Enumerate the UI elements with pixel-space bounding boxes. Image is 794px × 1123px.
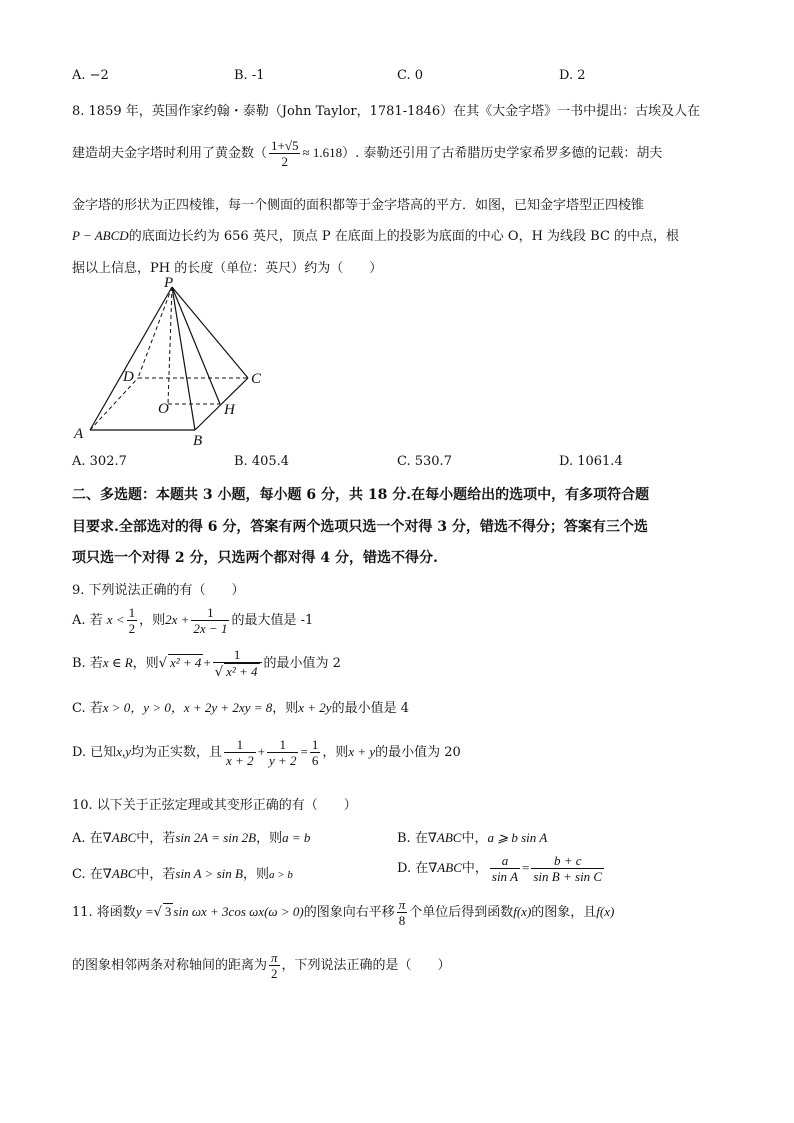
q11-line-1	[72, 897, 614, 928]
q11-dist-frac	[269, 950, 280, 981]
q9-option-d	[72, 737, 461, 768]
q9d-eq: =	[300, 744, 308, 759]
section2-line-1: 二、多选题：本题共 3 小题，每小题 6 分，共 18 分.在每小题给出的选项中，有多项符合题	[72, 487, 650, 503]
label-C: C	[251, 371, 262, 387]
q9a-cond-frac	[127, 605, 138, 636]
q9d-f1-num: 1	[224, 737, 256, 753]
q9a-frac	[191, 605, 229, 636]
q9b-plus: +	[203, 655, 211, 670]
q10c-pre: C. 在	[72, 867, 103, 882]
q10a-res: a = b	[282, 830, 311, 845]
q10-option-b	[397, 827, 547, 846]
q9-option-c	[72, 697, 409, 716]
q8-option-b: B. 405.4	[234, 454, 290, 469]
q11-sqrt3: 3	[164, 904, 172, 919]
q10-option-c	[72, 863, 293, 882]
q9d-vars: x,y	[116, 744, 132, 759]
q10c-math: ∇ABC	[102, 866, 137, 881]
q7-option-d: D. 2	[559, 68, 586, 83]
q9d-frac-2	[267, 737, 299, 768]
pyramid-name: P − ABCD	[72, 228, 129, 243]
q9d-mid: 均为正实数，且	[131, 745, 223, 760]
golden-ratio-fraction	[269, 138, 300, 169]
q11-line-2	[72, 950, 451, 981]
q9d-f3-den: 6	[311, 753, 319, 768]
q11-mid2: 个单位后得到函数	[409, 905, 514, 920]
q11-fn: y =	[135, 904, 154, 919]
q10b-mid: 中，	[461, 831, 488, 846]
edge-PC	[172, 287, 248, 378]
label-P: P	[164, 275, 174, 291]
q9b-sqrt: x² + 4	[169, 655, 202, 670]
q10d-f1-den: sin A	[491, 869, 519, 884]
q11-fx: f(x)	[513, 904, 532, 919]
q10-stem: 10. 以下关于正弦定理或其变形正确的有（ ）	[72, 798, 357, 813]
q10a-pre: A. 在	[72, 831, 103, 846]
section2-line-2: 目要求.全部选对的得 6 分，答案有两个选项只选一个对得 3 分，错选不得分；答案有三个选	[72, 519, 648, 535]
q9b-pre: B. 若	[72, 656, 103, 671]
q9b-frac-den-wrap	[213, 663, 262, 680]
sqrt-icon: √	[153, 905, 162, 920]
q10d-f2-num: b + c	[531, 853, 604, 869]
q8-option-c: C. 530.7	[397, 454, 452, 469]
label-B: B	[193, 433, 203, 449]
q9a-cond-den: 2	[128, 621, 136, 636]
q10b-res: a ⩾ b sin A	[487, 830, 548, 845]
q10d-f2-den: sin B + sin C	[533, 869, 603, 884]
q9d-f3-num: 1	[311, 737, 319, 752]
q8-option-a: A. 302.7	[72, 454, 127, 469]
label-A: A	[74, 426, 84, 442]
q9d-pre: D. 已知	[72, 745, 117, 760]
q10c-cond: sin A > sin B	[175, 866, 243, 881]
edge-BC	[195, 378, 248, 430]
q9d-frac-3	[310, 737, 321, 768]
q9d-plus: +	[257, 744, 265, 759]
q9b-frac-num: 1	[213, 647, 262, 663]
q9a-pre: A. 若	[72, 613, 107, 628]
edge-PB	[172, 287, 195, 430]
q11-shift-frac	[397, 897, 408, 928]
q9c-math: x > 0，y > 0，x + 2y + 2xy = 8	[102, 700, 273, 715]
q8-line-2-pre: 建造胡夫金字塔时利用了黄金数（	[72, 146, 268, 161]
q11-fn-rest: sin ωx + 3cos ωx(ω > 0)	[173, 904, 304, 919]
q9c-then: ，则	[272, 701, 299, 716]
q9c-pre: C. 若	[72, 701, 103, 716]
q10d-pre: D. 在	[397, 861, 429, 876]
q9c-post: 的最小值是 4	[331, 701, 409, 716]
q10d-frac-1	[490, 853, 520, 884]
q10b-math: ∇ABC	[427, 830, 462, 845]
q9a-then: ，则	[139, 613, 166, 628]
q7-option-a: A. −2	[72, 68, 109, 83]
q8-line-3: 金字塔的形状为正四棱锥，每一个侧面的面积都等于金字塔高的平方．如图，已知金字塔型正四棱锥	[72, 198, 645, 213]
q10c-mid: 中，若	[136, 867, 176, 882]
q10d-f1-num: a	[490, 853, 520, 869]
q10d-math: ∇ABC	[428, 860, 462, 875]
q10a-then: ，则	[256, 831, 283, 846]
q11-fx2: f(x)	[596, 904, 615, 919]
q11-line2-pre: 的图象相邻两条对称轴间的距离为	[72, 958, 268, 973]
q10d-frac-2	[531, 853, 604, 884]
q9b-post: 的最小值为 2	[263, 656, 341, 671]
q11-mid3: 的图象，且	[531, 905, 597, 920]
q10b-pre: B. 在	[397, 831, 428, 846]
edge-PD-hidden	[138, 287, 172, 378]
q11-pre: 11. 将函数	[72, 905, 136, 920]
q10a-mid: 中，若	[136, 831, 176, 846]
edge-AD-hidden	[90, 378, 138, 430]
q8-line-4-text: 的底面边长约为 656 英尺，顶点 P 在底面上的投影为底面的中心 O，H 为线段 BC 的中点，根	[128, 229, 680, 244]
q9d-f2-den: y + 2	[268, 753, 297, 768]
q8-line-2-post: ）. 泰勒还引用了古希腊历史学家希罗多德的记载：胡夫	[342, 146, 663, 161]
q8-line-2	[72, 138, 662, 169]
q11-dist-den: 2	[271, 966, 278, 981]
q10a-math: ∇ABC	[102, 830, 137, 845]
q10c-then: ，则	[242, 867, 269, 882]
q9b-frac	[213, 647, 262, 680]
q9a-cond: x <	[106, 612, 125, 627]
q10-option-a	[72, 827, 310, 846]
sqrt-icon: √	[214, 665, 224, 680]
q9b-frac-den: x² + 4	[226, 664, 258, 679]
q9-stem: 9. 下列说法正确的有（ ）	[72, 583, 245, 598]
q10a-cond: sin 2A = sin 2B	[175, 830, 257, 845]
q9a-cond-num: 1	[128, 605, 136, 620]
q9d-target: x + y	[348, 744, 376, 759]
q9a-expr: 2x +	[165, 612, 190, 627]
q9a-frac-den: 2x − 1	[193, 621, 228, 636]
q10c-res: a > b	[268, 869, 293, 881]
q9b-then: ，则	[132, 656, 159, 671]
q8-line-4	[72, 225, 679, 244]
q11-shift-den: 8	[398, 913, 406, 928]
q10d-eq: =	[522, 860, 530, 875]
q11-mid: 的图象向右平移	[303, 905, 395, 920]
q9d-post: 的最小值为 20	[375, 745, 461, 760]
q9c-target: x + 2y	[298, 700, 332, 715]
golden-ratio-numerator: 1+√5	[271, 138, 299, 153]
label-O: O	[158, 401, 169, 417]
golden-ratio-approx: ≈ 1.618	[302, 145, 343, 160]
q9-option-b	[72, 647, 341, 680]
q9d-f1-den: x + 2	[226, 753, 254, 768]
q11-dist-num: π	[271, 950, 278, 965]
q9a-post: 的最大值是 -1	[231, 613, 314, 628]
q8-option-d: D. 1061.4	[559, 454, 623, 469]
sqrt-icon: √	[158, 656, 167, 671]
q8-line-1: 8. 1859 年，英国作家约翰・泰勒（John Taylor，1781-1846）在其《大金字塔》一书中提出：古埃及人在	[72, 104, 701, 119]
q9-option-a	[72, 605, 313, 636]
q11-shift-num: π	[398, 897, 406, 912]
q10d-mid: 中，	[461, 861, 488, 876]
pyramid-figure	[60, 275, 290, 450]
q9a-frac-num: 1	[191, 605, 229, 621]
edge-PH	[172, 287, 220, 404]
q9d-f2-num: 1	[267, 737, 299, 753]
label-D: D	[123, 369, 134, 385]
edge-PO-hidden	[168, 287, 172, 404]
q9d-frac-1	[224, 737, 256, 768]
q7-option-b: B. -1	[234, 68, 265, 83]
label-H: H	[224, 402, 235, 418]
q9d-then: ，则	[322, 745, 349, 760]
golden-ratio-denominator: 2	[281, 154, 288, 169]
q8-line-5: 据以上信息，PH 的长度（单位：英尺）约为（ ）	[72, 261, 383, 276]
q10-option-d	[397, 853, 606, 884]
section2-line-3: 项只选一个对得 2 分，只选两个都对得 4 分，错选不得分.	[72, 550, 438, 566]
q11-line2-post: ，下列说法正确的是（ ）	[281, 958, 451, 973]
q9b-cond: x ∈ R	[102, 655, 133, 670]
q7-option-c: C. 0	[397, 68, 424, 83]
